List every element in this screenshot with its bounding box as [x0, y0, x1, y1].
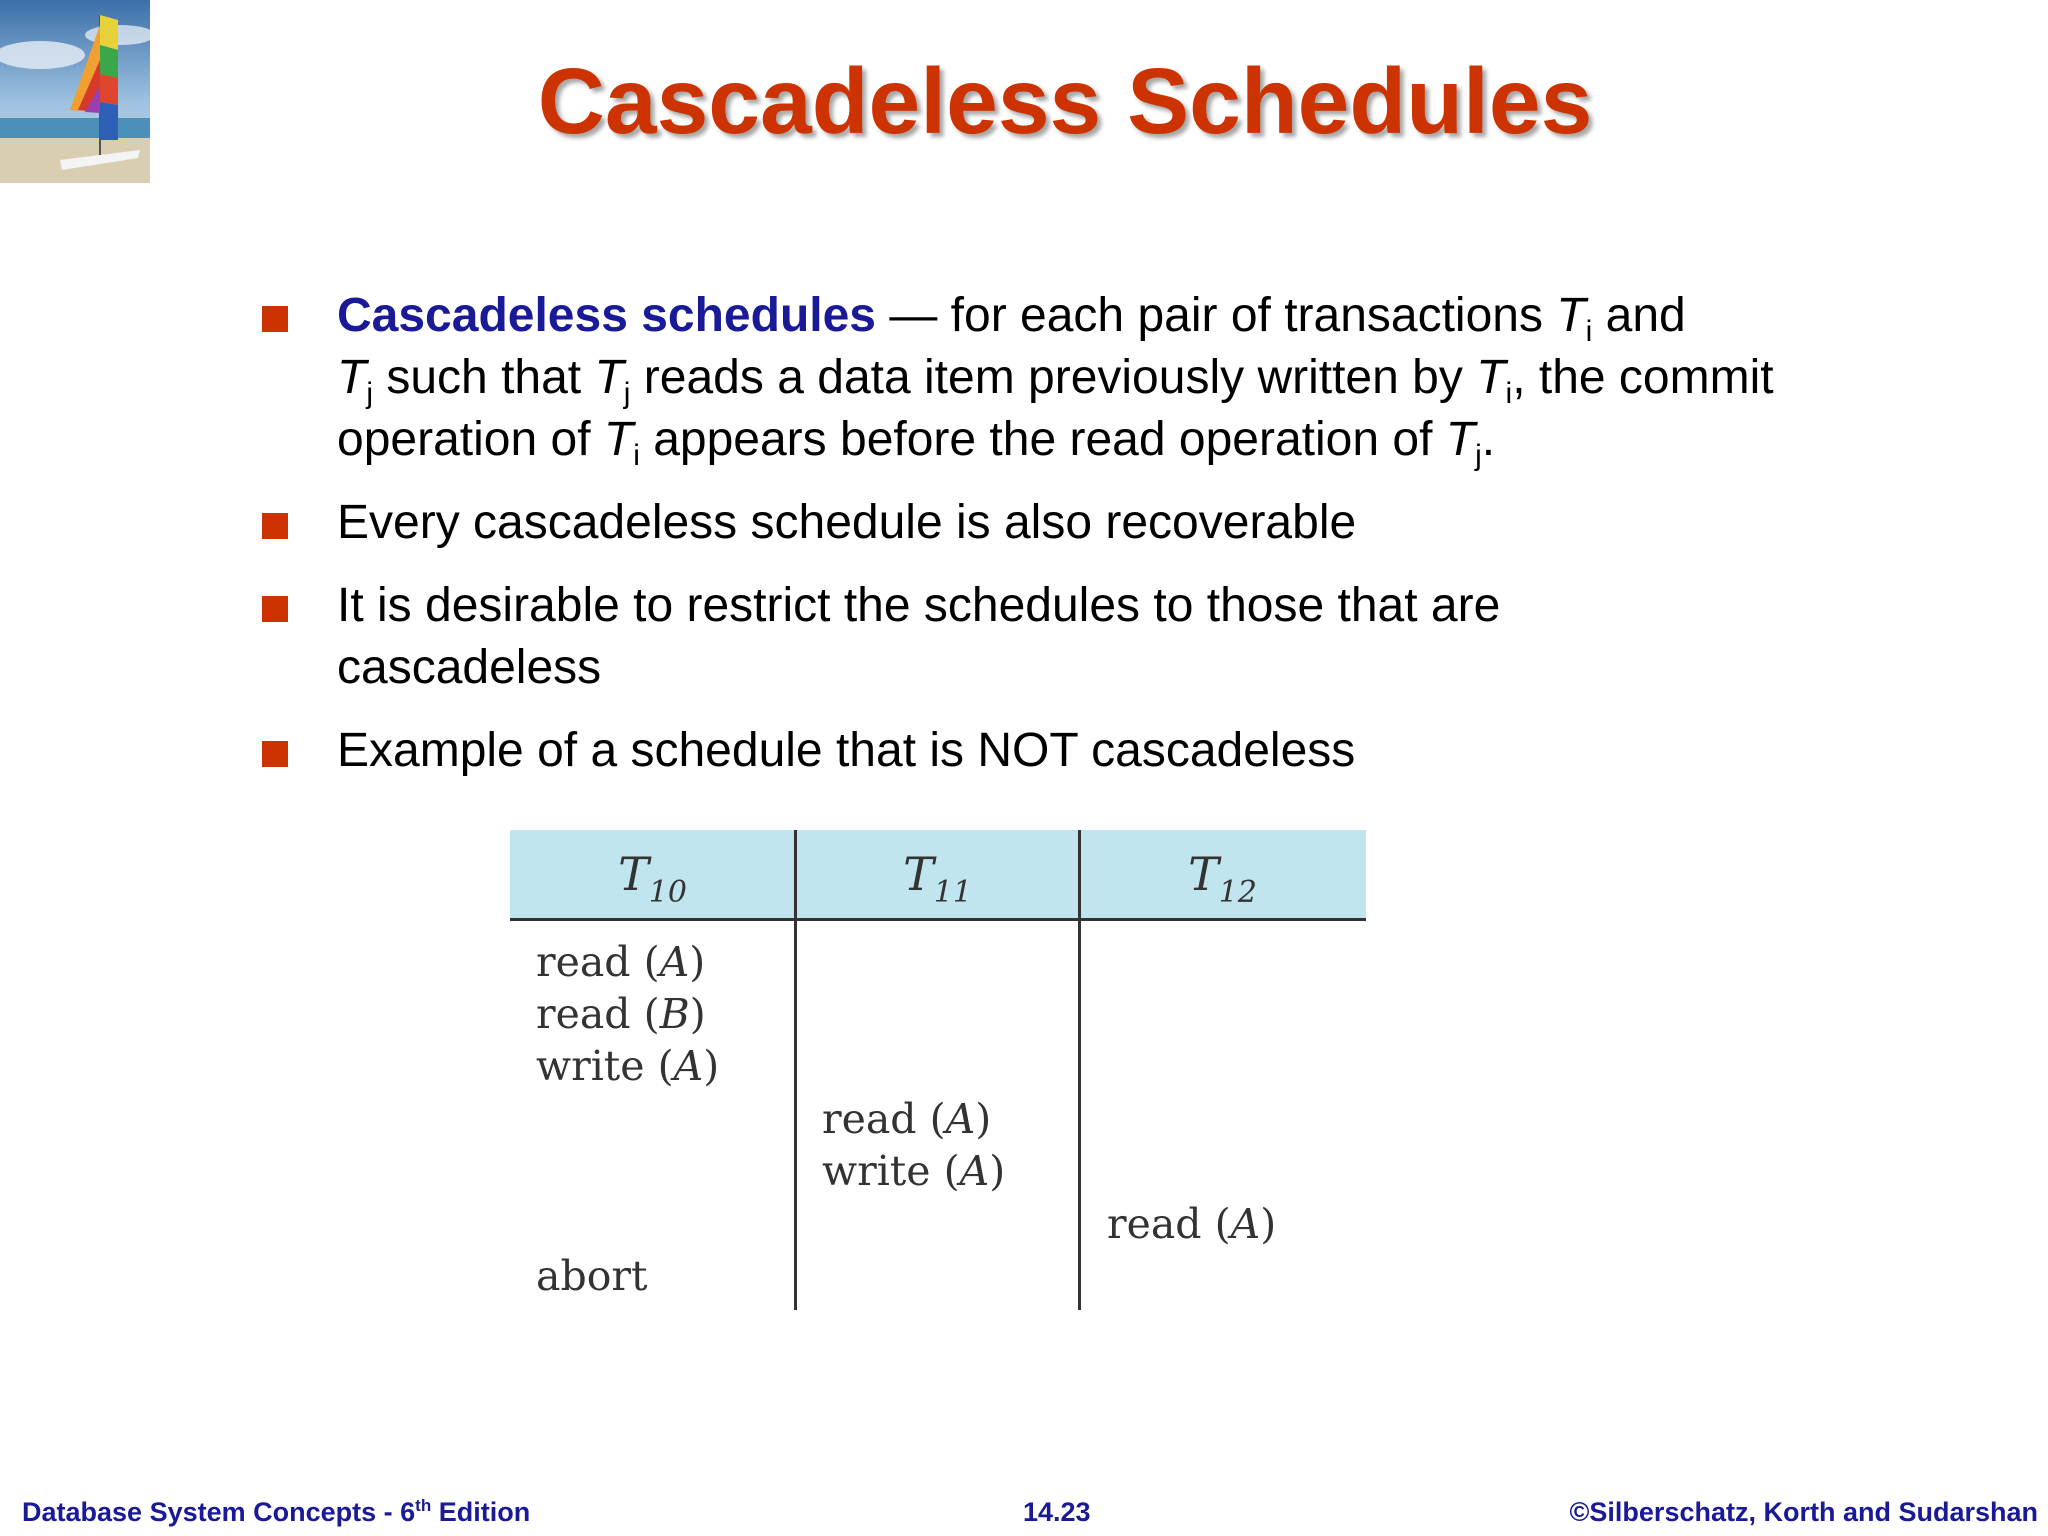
transaction-subscript: j — [366, 377, 373, 410]
bullet-list — [262, 285, 1822, 803]
bullet-text: such that — [373, 351, 595, 404]
bullet-text: appears before the read operation of — [639, 413, 1446, 466]
transaction-var: T — [337, 351, 367, 404]
bullet-text: Example of a schedule that is NOT cascadeless — [337, 724, 1356, 777]
bullet-item — [262, 285, 1822, 471]
schedule-table — [510, 830, 1366, 1310]
bullet-item — [262, 720, 1822, 782]
bullet-text: reads a data item previously written by — [630, 351, 1477, 404]
transaction-subscript: i — [1505, 377, 1513, 410]
transaction-var: T — [1476, 351, 1506, 404]
operation-read-a: read (A) — [536, 938, 706, 986]
column-header-t12: $T_{12}$ — [1188, 847, 1257, 910]
transaction-subscript: i — [633, 439, 640, 472]
column-divider — [1078, 830, 1081, 1310]
term-highlight: Cascadeless schedules — [337, 289, 876, 342]
bullet-item — [262, 575, 1822, 699]
square-bullet-icon — [262, 513, 288, 539]
transaction-var: T — [594, 351, 624, 404]
transaction-subscript: j — [623, 377, 631, 410]
operation-abort: abort — [536, 1252, 648, 1300]
operation-read-a: read (A) — [1107, 1200, 1277, 1248]
bullet-text: , the commit operation of — [337, 351, 1774, 466]
operation-write-a: write (A) — [822, 1147, 1006, 1195]
bullet-text: It is desirable to restrict the schedules to those that are cascadeless — [337, 579, 1501, 694]
bullet-text: . — [1481, 413, 1496, 466]
transaction-var: T — [1556, 289, 1586, 342]
column-header-t11: $T_{11}$ — [903, 847, 972, 910]
column-divider — [794, 830, 797, 1310]
square-bullet-icon — [262, 596, 288, 622]
bullet-text: — for each pair of transactions — [876, 289, 1557, 342]
footer-book-title: Database System Concepts - 6th Edition — [22, 1496, 531, 1527]
operation-write-a: write (A) — [536, 1042, 720, 1090]
slide-title: Cascadeless Schedules — [537, 49, 1593, 153]
transaction-subscript: i — [1585, 315, 1593, 348]
transaction-var: T — [1445, 413, 1476, 466]
transaction-subscript: j — [1475, 439, 1482, 472]
bullet-text: Every cascadeless schedule is also recoverable — [337, 496, 1357, 549]
footer-copyright: ©Silberschatz, Korth and Sudarshan — [1569, 1497, 2038, 1527]
operation-read-b: read (B) — [536, 990, 706, 1038]
bullet-item — [262, 492, 1822, 554]
operation-read-a: read (A) — [822, 1095, 992, 1143]
square-bullet-icon — [262, 306, 288, 332]
bullet-text: and — [1592, 289, 1686, 342]
square-bullet-icon — [262, 741, 288, 767]
transaction-var: T — [603, 413, 634, 466]
column-header-t10: $T_{10}$ — [618, 847, 687, 910]
footer-page-number: 14.23 — [1023, 1497, 1091, 1527]
